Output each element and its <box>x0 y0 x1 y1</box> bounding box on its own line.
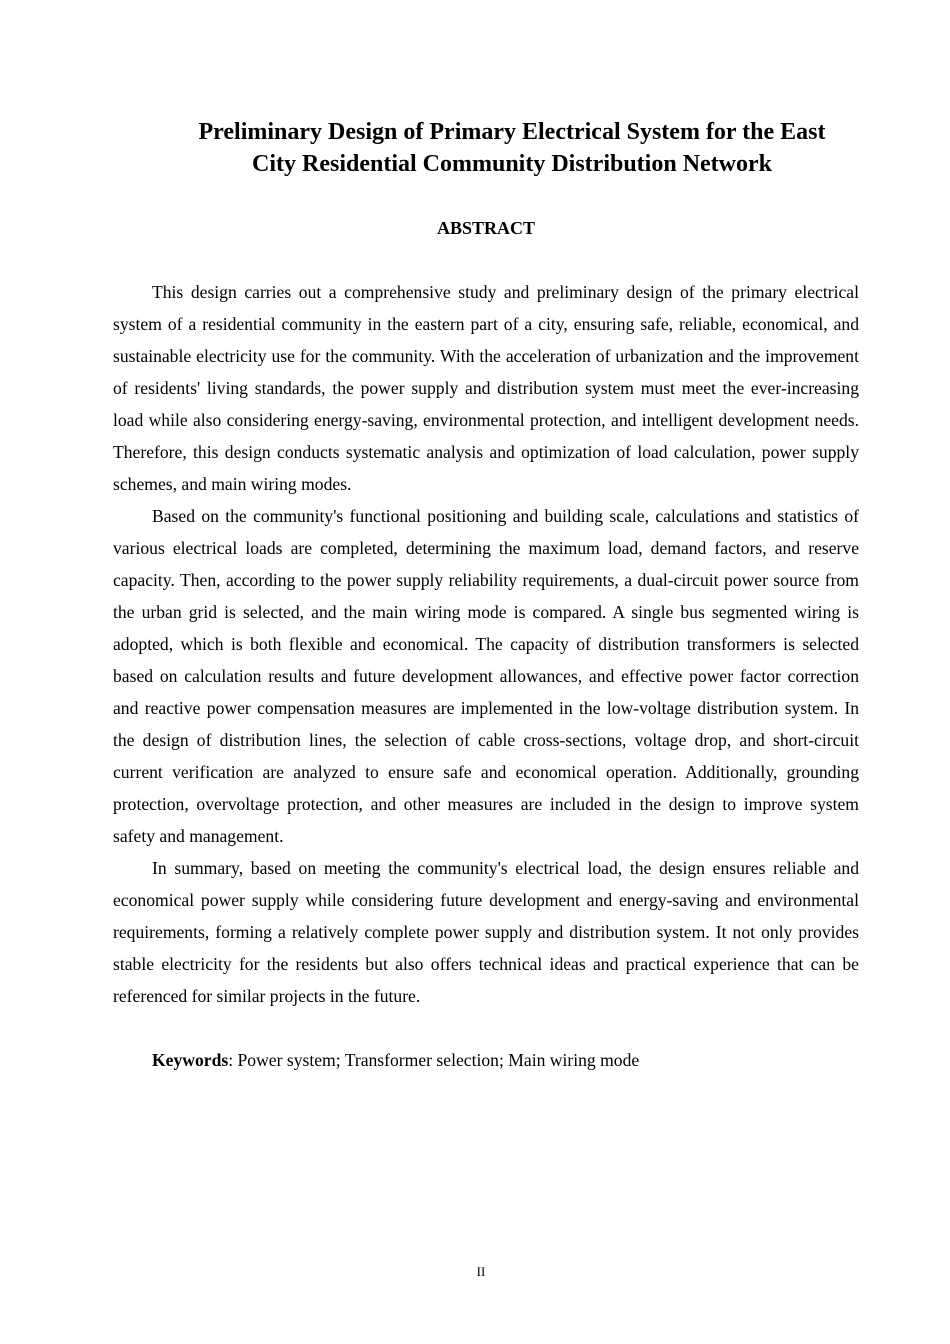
keywords-line <box>152 1044 859 1076</box>
keywords-label: Keywords <box>152 1050 229 1070</box>
title-line-1: Preliminary Design of Primary Electrical System for the East <box>198 119 826 145</box>
abstract-paragraph-3: In summary, based on meeting the community's electrical load, the design ensures reliable and economical power supply while considering future development and energy-saving and environmental requirements, forming a relatively complete power supply and distribution system. It not only provides stable electricity for the residents but also offers technical ideas and practical experience that can be referenced for similar projects in the future. <box>113 858 859 1006</box>
abstract-heading: ABSTRACT <box>436 218 536 238</box>
page-number: II <box>476 1264 486 1279</box>
abstract-paragraph-1: This design carries out a comprehensive study and preliminary design of the primary electrical system of a residential community in the eastern part of a city, ensuring safe, reliable, economical, and sustainable electricity use for the community. With the acceleration of urbanization and the improvement of residents' living standards, the power supply and distribution system must meet the ever-increasing load while also considering energy-saving, environmental protection, and intelligent development needs. Therefore, this design conducts systematic analysis and optimization of load calculation, power supply schemes, and main wiring modes. <box>113 282 859 494</box>
abstract-paragraph-2: Based on the community's functional positioning and building scale, calculations and statistics of various electrical loads are completed, determining the maximum load, demand factors, and reserve capacity. Then, according to the power supply reliability requirements, a dual-circuit power source from the urban grid is selected, and the main wiring mode is compared. A single bus segmented wiring is adopted, which is both flexible and economical. The capacity of distribution transformers is selected based on calculation results and future development allowances, and effective power factor correction and reactive power compensation measures are implemented in the low-voltage distribution system. In the design of distribution lines, the selection of cable cross-sections, voltage drop, and short-circuit current verification are analyzed to ensure safe and economical operation. Additionally, grounding protection, overvoltage protection, and other measures are included in the design to improve system safety and management. <box>113 506 859 846</box>
keywords-text: : Power system; Transformer selection; Main wiring mode <box>228 1050 640 1070</box>
abstract-body <box>113 276 859 1012</box>
title-line-2: City Residential Community Distribution Network <box>252 151 772 177</box>
document-title <box>110 116 914 180</box>
